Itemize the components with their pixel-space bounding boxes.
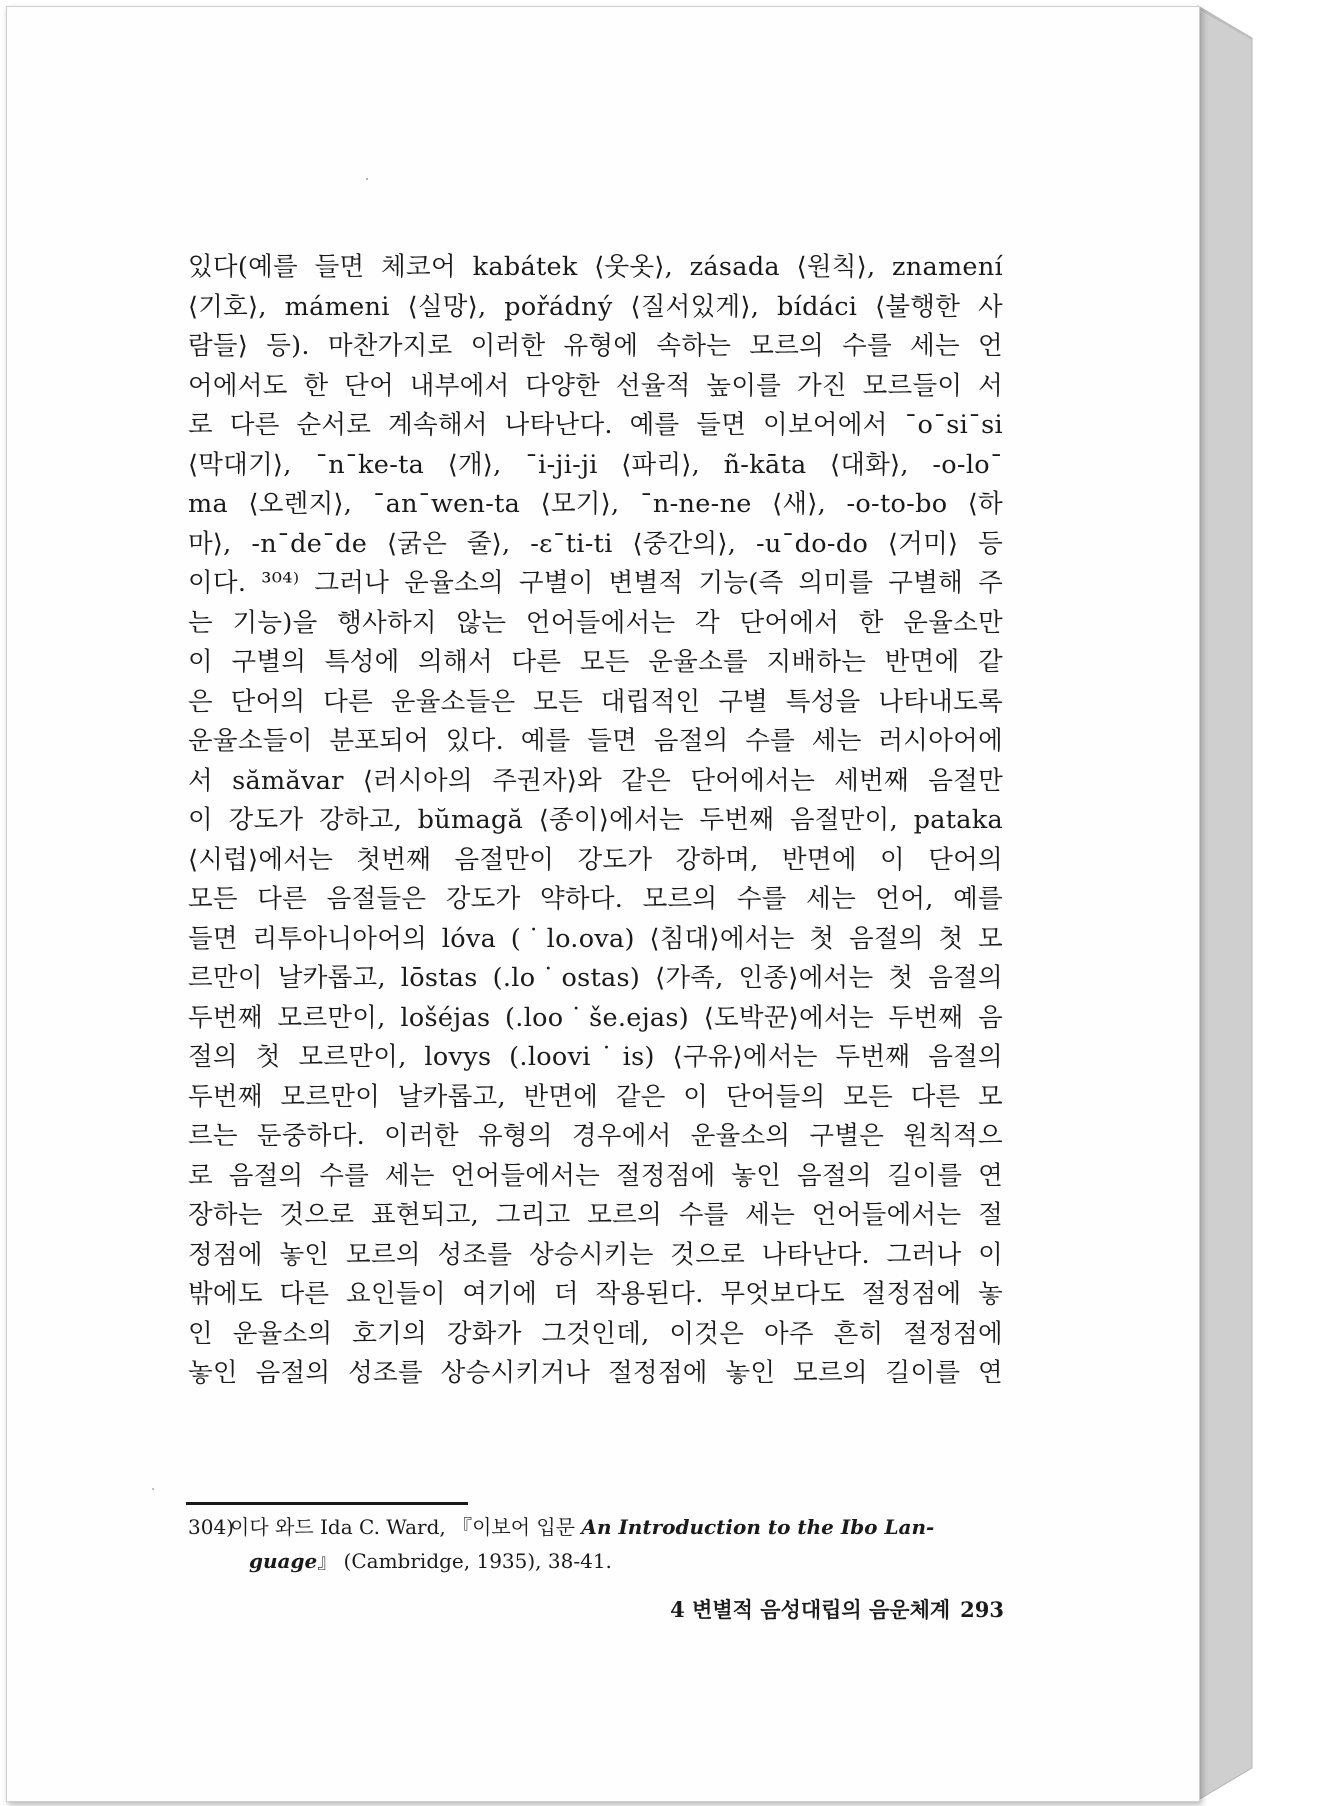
text-line: ma ⟨오렌지⟩, ˉanˉwen-ta ⟨모기⟩, ˉn-ne-ne ⟨새⟩, -o-to-bo ⟨하 [188, 489, 1003, 519]
text-line: 두번째 모르만이 날카롭고, 반면에 같은 이 단어들의 모든 다른 모 [188, 1081, 1003, 1112]
text-line: 람들⟩ 등). 마찬가지로 이러한 유형에 속하는 모르의 수를 세는 언 [188, 331, 1003, 361]
text-line: 정점에 놓인 모르의 성조를 상승시키는 것으로 나타난다. 그러나 이 [188, 1239, 1003, 1270]
text-line: 절의 첫 모르만이, lovys (.loovi˙is) ⟨구유⟩에서는 두번째 음절의 [188, 1042, 1003, 1072]
text-line: 는 기능)을 행사하지 않는 언어들에서는 각 단어에서 한 운율소만 [188, 607, 1003, 638]
text-line: ⟨막대기⟩, ˉnˉke-ta ⟨개⟩, ˉi-ji-ji ⟨파리⟩, ñ-kāta ⟨대화⟩, -o-loˉ [188, 449, 1003, 480]
text-line: 르는 둔중하다. 이러한 유형의 경우에서 운율소의 구별은 원칙적으 [188, 1121, 1003, 1151]
footnote-title-italic: An Introduction to the Ibo Lan- [581, 1515, 935, 1539]
chapter-title: 4 변별적 음성대립의 음운체계 [670, 1597, 951, 1622]
text-line: 두번째 모르만이, lošéjas (.loo˙še.ejas) ⟨도박꾼⟩에서는 두번째 음 [188, 1002, 1003, 1033]
footnote [188, 1510, 1003, 1578]
body-text [188, 248, 1003, 1394]
text-line: 어에서도 한 단어 내부에서 다양한 선율적 높이를 가진 모르들이 서 [188, 370, 1003, 401]
running-footer [600, 1594, 1004, 1624]
text-line: 르만이 날카롭고, lōstas (.lo˙ostas) ⟨가족, 인종⟩에서는 첫 음절의 [188, 963, 1003, 993]
text-line: 밖에도 다른 요인들이 여기에 더 작용된다. 무엇보다도 절정점에 놓 [188, 1279, 1003, 1309]
text-line: 로 다른 순서로 계속해서 나타난다. 예를 들면 이보어에서 ˉoˉsiˉsi [188, 410, 1003, 440]
text-line: 운율소들이 분포되어 있다. 예를 들면 음절의 수를 세는 러시아어에 [188, 726, 1003, 756]
page-number: 293 [960, 1597, 1004, 1622]
text-line: 들면 리투아니아어의 lóva (˙lo.ova) ⟨침대⟩에서는 첫 음절의 첫 모 [188, 923, 1003, 954]
footnote-citation: 』 (Cambridge, 1935), 38-41. [317, 1549, 612, 1573]
text-line: 서 sămăvar ⟨러시아의 주권자⟩와 같은 단어에서는 세번째 음절만 [188, 765, 1003, 796]
footnote-line [188, 1544, 1003, 1578]
footnote-number: 304) [188, 1515, 234, 1539]
text-line: 은 단어의 다른 운율소들은 모든 대립적인 구별 특성을 나타내도록 [188, 686, 1003, 717]
text-line: 이다. ³⁰⁴⁾ 그러나 운율소의 구별이 변별적 기능(즉 의미를 구별해 주 [188, 568, 1003, 598]
footnote-text: 이다 와드 Ida C. Ward, 『이보어 입문 [230, 1515, 582, 1539]
text-line: 장하는 것으로 표현되고, 그리고 모르의 수를 세는 언어들에서는 절 [188, 1200, 1003, 1230]
text-line: ⟨시럽⟩에서는 첫번째 음절만이 강도가 강하며, 반면에 이 단어의 [188, 844, 1003, 875]
text-line: 모든 다른 음절들은 강도가 약하다. 모르의 수를 세는 언어, 예를 [188, 884, 1003, 914]
text-line: 마⟩, -nˉdeˉde ⟨굵은 줄⟩, -ɛˉti-ti ⟨중간의⟩, -uˉdo-do ⟨거미⟩ 등 [188, 528, 1003, 559]
scan-speck [152, 1488, 154, 1490]
text-line: 인 운율소의 호기의 강화가 그것인데, 이것은 아주 흔히 절정점에 [188, 1318, 1003, 1349]
text-line: 이 구별의 특성에 의해서 다른 모든 운율소를 지배하는 반면에 같 [188, 647, 1003, 677]
text-line: 이 강도가 강하고, bŭmagă ⟨종이⟩에서는 두번째 음절만이, pataka [188, 805, 1003, 835]
text-line: 있다(예를 들면 체코어 kabátek ⟨웃옷⟩, zásada ⟨원칙⟩, znamení [188, 252, 1003, 282]
text-line: 놓인 음절의 성조를 상승시키거나 절정점에 놓인 모르의 길이를 연 [188, 1358, 1003, 1388]
text-line: ⟨기호⟩, mámeni ⟨실망⟩, pořádný ⟨질서있게⟩, bídáci ⟨불행한 사 [188, 291, 1003, 322]
footnote-divider [186, 1502, 468, 1505]
footnote-title-italic: guage [249, 1549, 318, 1573]
text-line: 로 음절의 수를 세는 언어들에서는 절정점에 놓인 음절의 길이를 연 [188, 1160, 1003, 1191]
footnote-line [188, 1510, 1003, 1544]
scan-speck [366, 178, 368, 180]
